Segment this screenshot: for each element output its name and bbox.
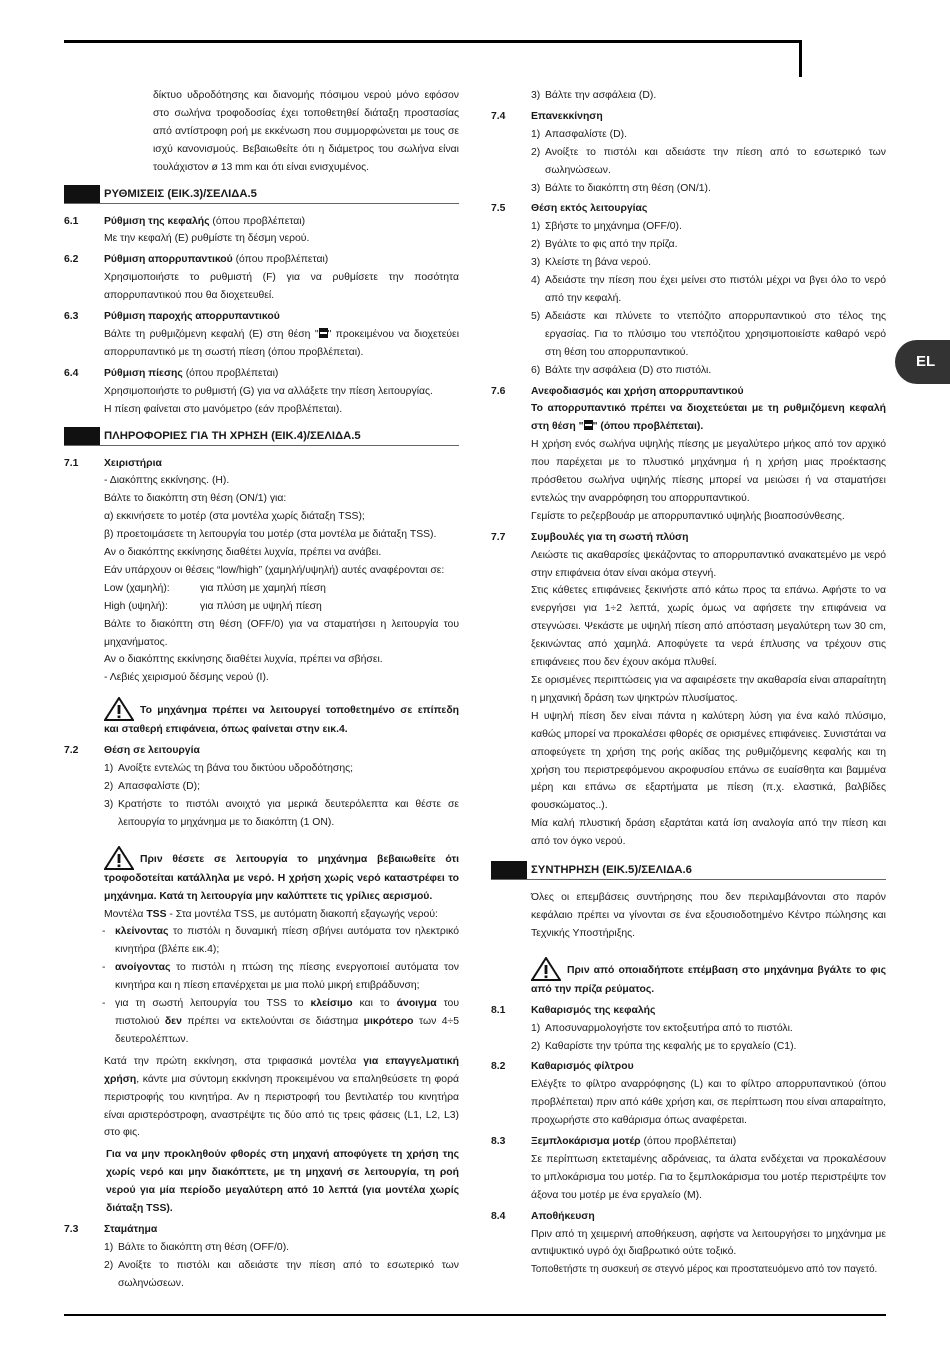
subsection-note: (όπου προβλέπεται) <box>209 215 306 227</box>
list-item <box>491 272 886 308</box>
subsection-number: 7.6 <box>491 385 506 397</box>
controls-line: Εάν υπάρχουν οι θέσεις “low/high” (χαμηλή/υψηλή) αυτές αναφέρονται σε: <box>104 564 445 576</box>
text-part: μικρότερο <box>363 1015 414 1027</box>
list-text: Κλείστε τη βάνα νερού. <box>545 257 652 269</box>
section-marker <box>64 185 100 203</box>
subsection-text: Ελέγξτε το φίλτρο αναρρόφησης (L) και το φίλτρο απορρυπαντικού (όπου προβλέπεται) πριν από κάθε χρήση και, σε περίπτωση που είναι απαραίτητο, προχωρήστε στο καθάρισμα όπως αναφέρεται. <box>531 1079 886 1127</box>
subsection-title: Ανεφοδιασμός και χρήση απορρυπαντικού <box>531 385 744 397</box>
controls-line: - Λεβιές χειρισμού δέσμης νερού (I). <box>104 672 269 684</box>
list-number: 3) <box>104 798 114 810</box>
text-part: το πιστόλι η δυναμική πίεση σβήνει αυτόματα τον ηλεκτρικό κινητήρα (βλέπε εικ.4); <box>115 926 459 956</box>
subsection-title: Συμβουλές για τη σωστή πλύση <box>531 531 689 543</box>
text-part: - Στα μοντέλα TSS, με αυτόματη διακοπή εξαγωγής νερού: <box>166 908 438 920</box>
subsection-title: Καθαρισμός της κεφαλής <box>531 1004 656 1016</box>
warning-text: Πριν θέσετε σε λειτουργία το μηχάνημα βεβαιωθείτε ότι τροφοδοτείται κατάλληλα με νερό. Η χρήση χωρίς νερό καταστρέφει το μηχάνημα. Κατά τη λειτουργία μην καλύπτετε τις γρίλιες αερισμού. <box>104 853 459 902</box>
washing-tip: Η υψηλή πίεση δεν είναι πάντα η καλύτερη λύση για ένα καλό πλύσιμο, καθώς μπορεί να προκαλέσει φθορές σε ορισμένες επιφάνειες. Συνιστάται να αποφεύγετε τη χρήση της ροής ακίδας της ρυθμιζόμενης κεφαλής και τη χρήση του περιστρεφόμενου ακροφυσίου επάνω σε ευαίσθητα και βαμμένα μέρη και επάνω σε εξαρτήματα με πίεση (π.χ. ελαστικά, βαλβίδες φουσκώματος..). <box>531 710 886 812</box>
setting-key: Low (χαμηλή): <box>104 582 170 594</box>
warning-1 <box>64 697 459 739</box>
subsection-8-2 <box>491 1058 886 1130</box>
warning-text: Το μηχάνημα πρέπει να λειτουργεί τοποθετημένο σε επίπεδη και σταθερή επιφάνεια, όπως φαίνεται στην εικ.4. <box>104 705 459 736</box>
text-part: Βάλτε τη ρυθμιζόμενη κεφαλή (E) στη θέση " <box>104 328 319 340</box>
list-item <box>491 1038 886 1056</box>
low-setting-row <box>64 580 459 598</box>
subsection-note: (όπου προβλέπεται) <box>182 367 279 379</box>
subsection-note: (όπου προβλέπεται) <box>640 1136 737 1148</box>
list-number: 3) <box>531 182 541 194</box>
subsection-text: Χρησιμοποιήστε το ρυθμιστή (F) για να ρυθμίσετε την ποσότητα απορρυπαντικού που θα διοχετευθεί. <box>104 272 459 302</box>
setting-value: για πλύση με χαμηλή πίεση <box>200 582 326 594</box>
subsection-title: Αποθήκευση <box>531 1210 595 1222</box>
list-number: 5) <box>531 310 541 322</box>
subsection-7-4 <box>491 108 886 126</box>
text-part: κλείσιμο <box>310 998 353 1010</box>
list-text: Αδειάστε και πλύνετε το ντεπόζιτο απορρυπαντικού στο τέλος της εργασίας. Για το πλύσιμο του ντεπόζιτου χρησιμοποιείστε καθαρό νερό στη θέση του απορρυπαντικού. <box>545 310 886 358</box>
subsection-text: Η πίεση φαίνεται στο μανόμετρο (εάν προβλέπεται). <box>104 403 343 415</box>
subsection-6-4 <box>64 365 459 419</box>
text-part: " προκειμένου να διοχετεύει απορρυπαντικό με τη σωστή πίεση (όπου προβλέπεται). <box>104 328 460 358</box>
warning-icon <box>104 697 134 721</box>
subsection-text <box>104 326 459 362</box>
list-item <box>491 254 886 272</box>
controls-line: β) προετοιμάσετε τη λειτουργία του μοτέρ (στα μοντέλα με διάταξη TSS). <box>104 529 437 541</box>
list-number: 1) <box>104 1241 114 1253</box>
subsection-number: 7.4 <box>491 110 506 122</box>
list-item <box>491 236 886 254</box>
subsection-title: Επανεκκίνηση <box>531 110 603 122</box>
subsection-number: 7.2 <box>64 745 79 757</box>
subsection-number: 7.1 <box>64 457 79 469</box>
subsection-number: 8.3 <box>491 1136 506 1148</box>
controls-line: Βάλτε το διακόπτη στη θέση (OFF/0) για να σταματήσει η λειτουργία του μηχανήματος. <box>104 618 459 648</box>
text-part: κλείνοντας <box>115 926 169 938</box>
subsection-number: 8.2 <box>491 1061 506 1073</box>
text-part: , κάντε μια σύντομη εκκίνηση προκειμένου να επαληθεύσετε τη φορά περιστροφής του κινητήρα. Αν η περιστροφή του βεντιλατέρ του κινητήρα είναι αριστερόστροφη, αναστρέψτε τις δύο από τις τρεις φάσεις (L1, L2, L3) στο φις. <box>104 1073 459 1139</box>
section-8-title: ΣΥΝΤΗΡΗΣΗ (ΕΙΚ.5)/ΣΕΛΙΔΑ.6 <box>531 864 692 877</box>
list-item <box>491 180 886 198</box>
list-text: Καθαρίστε την τρύπα της κεφαλής με το εργαλείο (C1). <box>545 1040 797 1052</box>
subsection-title: Χειριστήρια <box>104 457 162 469</box>
list-text: Ανοίξτε εντελώς τη βάνα του δικτύου υδροδότησης; <box>118 763 354 775</box>
list-item <box>491 1020 886 1038</box>
list-number: 2) <box>531 1040 541 1052</box>
controls-line: Βάλτε το διακόπτη στη θέση (ON/1) για: <box>104 493 287 505</box>
subsection-number: 8.4 <box>491 1210 506 1222</box>
text-part: το πιστόλι η πτώση της πίεσης ενεργοποιεί αυτόματα τον κινητήρα και η πίεση επανέρχεται με μια πολύ μικρή επιβράδυνση; <box>115 962 459 992</box>
subsection-note: (όπου προβλέπεται) <box>232 254 329 266</box>
controls-line: Αν ο διακόπτης εκκίνησης διαθέτει λυχνία, πρέπει να σβήσει. <box>104 654 383 666</box>
warning-icon <box>531 957 561 981</box>
list-item <box>491 362 886 380</box>
subsection-number: 7.3 <box>64 1223 79 1235</box>
list-number: 3) <box>531 257 541 269</box>
section-6-header <box>64 185 459 204</box>
detergent-symbol-icon <box>319 328 328 338</box>
text-part: " (όπου προβλέπεται). <box>592 421 704 433</box>
subsection-title: Ξεμπλοκάρισμα μοτέρ <box>531 1136 641 1148</box>
text-part: Κατά την πρώτη εκκίνηση, στα τριφασικά μοντέλα <box>104 1055 364 1067</box>
list-number: 2) <box>104 781 114 792</box>
list-text: Βγάλτε το φις από την πρίζα. <box>545 239 678 251</box>
list-item <box>64 796 459 832</box>
detergent-symbol-icon <box>584 420 593 430</box>
list-item <box>64 778 459 796</box>
tss-item: - κλείνοντας το πιστόλι η δυναμική πίεση σβήνει αυτόματα τον ηλεκτρικό κινητήρα (βλέπε εικ.4); <box>102 926 459 956</box>
warning-3 <box>491 957 886 999</box>
section-marker <box>491 861 527 879</box>
subsection-text: Πριν από τη χειμερινή αποθήκευση, αφήστε να λειτουργήσει το μηχάνημα με αντιψυκτικό υγρό όχι διαβρωτικό ούτε τοξικό. <box>531 1228 886 1258</box>
setting-key: High (υψηλή): <box>104 600 168 612</box>
subsection-title: Θέση εκτός λειτουργίας <box>531 203 648 215</box>
subsection-7-5 <box>491 200 886 218</box>
subsection-number: 7.7 <box>491 531 506 543</box>
text-part: TSS <box>146 908 167 920</box>
subsection-text: Χρησιμοποιήστε το ρυθμιστή (G) για να αλλάξετε την πίεση λειτουργίας. <box>104 385 433 397</box>
text-part: ανοίγοντας <box>115 962 171 974</box>
subsection-title: Ρύθμιση της κεφαλής <box>104 215 210 227</box>
subsection-text: Σε περίπτωση εκτεταμένης αδράνειας, τα άλατα ενδέχεται να προκαλέσουν το μπλοκάρισμα του μοτέρ. Για το ξεμπλοκάρισμα του μοτέρ περιστρέψτε τον άξονα του μοτέρ με ένα εργαλείο (M). <box>531 1153 886 1201</box>
subsection-text: Τοποθετήστε τη συσκευή σε στεγνό μέρος και προστατευόμενο από τον παγετό. <box>531 1264 878 1276</box>
subsection-7-3 <box>64 1221 459 1239</box>
list-item <box>491 126 886 144</box>
subsection-text: Με την κεφαλή (E) ρυθμίστε τη δέσμη νερού. <box>104 233 310 245</box>
list-text: Βάλτε την ασφάλεια (D) στο πιστόλι. <box>545 364 712 376</box>
washing-tip: Στις κάθετες επιφάνειες ξεκινήστε από κάτω προς τα επάνω. Αφήστε το να ενεργήσει για 1÷2 λεπτά, χωρίς όμως να αφήσετε την επιφάνεια να στεγνώσει. Ψεκάστε με υψηλή πίεση από απόσταση μεγαλύτερη των 30 cm, ξεκινώντας από χαμηλά. Αποφύγετε τα νερά έπλυσης να τρέχουν στις επιφάνειες που δεν έχουν ακόμα πλυθεί. <box>531 585 886 669</box>
subsection-7-6 <box>491 383 886 526</box>
subsection-title: Ρύθμιση παροχής απορρυπαντικού <box>104 311 280 323</box>
text-part: άνοιγμα <box>396 998 437 1010</box>
subsection-text: Γεμίστε το ρεζερβουάρ με απορρυπαντικό υψηλής βιοαποσύνθεσης. <box>531 510 845 522</box>
section-marker <box>64 427 100 445</box>
list-number: 2) <box>531 146 541 158</box>
list-item <box>491 144 886 180</box>
text-part: των 4÷5 δευτερολέπτων. <box>115 1015 459 1045</box>
controls-line: - Διακόπτης εκκίνησης. (H). <box>104 475 230 487</box>
text-part: για τη σωστή λειτουργία του TSS το <box>115 998 311 1010</box>
section-7-title: ΠΛΗΡΟΦΟΡΙΕΣ ΓΙΑ ΤΗ ΧΡΗΣΗ (ΕΙΚ.4)/ΣΕΛΙΔΑ.5 <box>104 429 361 442</box>
three-phase-note <box>64 1053 459 1143</box>
subsection-number: 6.2 <box>64 254 79 266</box>
subsection-8-4 <box>491 1208 886 1280</box>
text-part: του πιστολιού <box>115 998 459 1027</box>
subsection-6-2 <box>64 251 459 305</box>
warning-icon <box>104 846 134 870</box>
text-part: Το απορρυπαντικό πρέπει να διοχετεύεται με τη ρυθμιζόμενη κεφαλή στη θέση " <box>531 403 886 433</box>
list-item <box>491 308 886 362</box>
right-column <box>491 87 886 1279</box>
language-tab: EL <box>895 340 950 384</box>
subsection-title: Ρύθμιση πίεσης <box>104 367 183 379</box>
washing-tip: Λειώστε τις ακαθαρσίες ψεκάζοντας το απορρυπαντικό ανακατεμένο με νερό στην επιφάνεια όταν είναι ακόμα στεγνή. <box>531 549 886 579</box>
list-text: Ανοίξτε το πιστόλι και αδειάστε την πίεση από το εσωτερικό των σωληνώσεων. <box>118 1259 459 1289</box>
setting-value: για πλύση με υψηλή πίεση <box>200 600 322 612</box>
list-number: 1) <box>531 221 541 233</box>
warning-2 <box>64 846 459 906</box>
subsection-6-3 <box>64 308 459 362</box>
text-part: πρέπει να εκτελούνται σε διάστημα <box>181 1015 364 1027</box>
tss-intro <box>64 906 459 924</box>
list-text: Σβήστε το μηχάνημα (OFF/0). <box>545 221 682 233</box>
washing-tip: Σε ορισμένες περιπτώσεις για να αφαιρέσετε την ακαθαρσία είναι απαραίτητη η μηχανική δράση των ψηκτρών πλυσίματος. <box>531 675 886 704</box>
list-text: Βάλτε την ασφάλεια (D). <box>545 90 657 101</box>
subsection-8-1 <box>491 1002 886 1020</box>
text-part: Μοντέλα <box>104 908 147 920</box>
subsection-8-3 <box>491 1133 886 1205</box>
section-6-title: ΡΥΘΜΙΣΕΙΣ (ΕΙΚ.3)/ΣΕΛΙΔΑ.5 <box>104 187 257 200</box>
list-item <box>491 87 886 105</box>
maintenance-intro: Όλες οι επεμβάσεις συντήρησης που δεν περιλαμβάνονται στο παρόν κεφάλαιο πρέπει να γίνονται σε ένα εξουσιοδοτημένο Κέντρο πώλησης και Τεχνικής Υποστήριξης. <box>531 892 886 939</box>
text-part: και το <box>352 998 397 1010</box>
subsection-number: 6.4 <box>64 367 79 379</box>
subsection-title: Καθαρισμός φίλτρου <box>531 1061 634 1073</box>
list-number: 1) <box>531 1022 541 1034</box>
tss-item: - ανοίγοντας το πιστόλι η πτώση της πίεσης ενεργοποιεί αυτόματα τον κινητήρα και η πίεση επανέρχεται με μια πολύ μικρή επιβράδυνση; <box>102 962 459 992</box>
list-number: 2) <box>104 1259 114 1271</box>
intro-paragraph: δίκτυο υδροδότησης και διανομής πόσιμου νερού μόνο εφόσον στο σωλήνα τροφοδοσίας έχει τοποθετηθεί διάταξη προστασίας από αντίστροφη ροή με εκκένωση που συμμορφώνεται με τους σε ισχύ κανονισμούς. Βεβαιωθείτε ότι η διάμετρος του σωλήνα είναι τουλάχιστον ø 13 mm και ότι είναι ενισχυμένος. <box>153 90 459 173</box>
subsection-number: 8.1 <box>491 1004 506 1016</box>
subsection-number: 7.5 <box>491 203 506 215</box>
section-7-header <box>64 427 459 446</box>
list-number: 1) <box>531 128 541 140</box>
list-number: 4) <box>531 275 541 287</box>
subsection-title: Σταμάτημα <box>104 1223 158 1235</box>
top-rule <box>64 40 802 43</box>
list-number: 2) <box>531 239 541 251</box>
section-8-header <box>491 861 886 880</box>
tss-item: - για τη σωστή λειτουργία του TSS το κλείσιμο και το άνοιγμα του πιστολιού δεν πρέπει να εκτελούνται σε διάστημα μικρότερο των 4÷5 δευτερολέπτων. <box>102 998 459 1045</box>
high-setting-row <box>64 598 459 616</box>
controls-line: α) εκκινήσετε το μοτέρ (στα μοντέλα χωρίς διάταξη TSS); <box>104 511 365 523</box>
list-number: 1) <box>104 763 114 775</box>
subsection-number: 6.1 <box>64 215 79 227</box>
controls-line: Αν ο διακόπτης εκκίνησης διαθέτει λυχνία, πρέπει να ανάβει. <box>104 547 382 559</box>
list-text: Απασφαλίστε (D). <box>545 128 627 140</box>
list-text: Κρατήστε το πιστόλι ανοιχτό για μερικά δευτερόλεπτα και θέστε σε λειτουργία το μηχάνημα με το διακόπτη (1 ON). <box>118 798 459 828</box>
text-part: για επαγγελματική χρήση <box>104 1055 459 1085</box>
list-text: Αδειάστε την πίεση που έχει μείνει στο πιστόλι μέχρι να βγει όλο το νερό από την κεφαλή. <box>545 275 886 304</box>
top-rule-corner <box>799 40 802 77</box>
list-item <box>64 1257 459 1293</box>
left-column <box>64 87 459 1293</box>
list-item <box>64 1239 459 1257</box>
subsection-number: 6.3 <box>64 311 79 323</box>
bold-caution-note: Για να μην προκληθούν φθορές στη μηχανή αποφύγετε τη χρήση της χωρίς νερό και μην διακόπτετε, με τη μηχανή σε λειτουργία, τη ροή νερού για μία περίοδο μεγαλύτερη από 10 λεπτά (για μοντέλα χωρίς διάταξη TSS). <box>106 1149 459 1215</box>
subsection-text: Η χρήση ενός σωλήνα υψηλής πίεσης με μεγαλύτερο μήκος από τον αρχικό που παρέχεται με το πλυστικό μηχάνημα ή η χρήση μιας προέκτασης πρόσθετου σωλήνα υψηλής πίεσης μπορεί να μειώσει ή να σταματήσει εντελώς την αναρρόφηση του απορρυπαντικού. <box>531 439 886 504</box>
list-number: 3) <box>531 90 541 101</box>
subsection-6-1 <box>64 213 459 249</box>
subsection-7-2 <box>64 742 459 760</box>
text-part: δεν <box>164 1015 182 1027</box>
detergent-bold-note <box>531 400 886 436</box>
subsection-7-7 <box>491 529 886 851</box>
subsection-7-1 <box>64 455 459 580</box>
list-item <box>491 218 886 236</box>
warning-text: Πριν από οποιαδήποτε επέμβαση στο μηχάνημα βγάλτε το φις από την πρίζα ρεύματος. <box>531 964 886 995</box>
list-text: Ανοίξτε το πιστόλι και αδειάστε την πίεση από το εσωτερικό των σωληνώσεων. <box>545 146 886 176</box>
list-item <box>64 760 459 778</box>
list-text: Απασφαλίστε (D); <box>118 781 200 792</box>
list-text: Αποσυναρμολογήστε τον εκτοξευτήρα από το πιστόλι. <box>545 1022 793 1034</box>
bottom-rule <box>64 1314 886 1316</box>
list-number: 6) <box>531 364 541 376</box>
list-text: Βάλτε το διακόπτη στη θέση (OFF/0). <box>118 1241 290 1253</box>
list-text: Βάλτε το διακόπτη στη θέση (ON/1). <box>545 182 711 194</box>
subsection-title: Θέση σε λειτουργία <box>104 745 200 757</box>
subsection-title: Ρύθμιση απορρυπαντικού <box>104 254 233 266</box>
washing-tip: Μία καλή πλυστική δράση εξαρτάται κατά ίση αναλογία από την πίεση και από τον όγκο νερού. <box>531 818 886 848</box>
